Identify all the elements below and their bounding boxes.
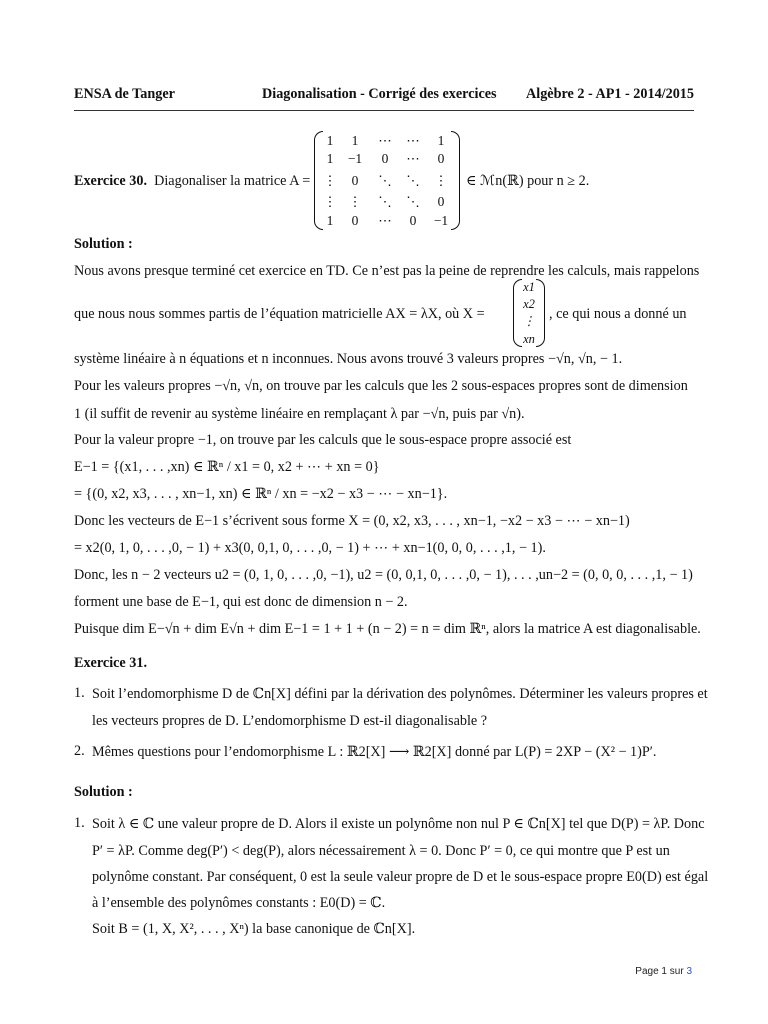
solution-31-line-5: Soit B = (1, X, X², . . . , Xⁿ) la base canonique de ℂn[X]. (92, 921, 416, 937)
exercise-31-q1-number: 1. (74, 685, 85, 701)
matrix-cell: ⋯ (406, 151, 420, 166)
matrix-cell: ⋱ (378, 194, 392, 209)
solution-30-line-4: Pour les valeurs propres −√n, √n, on trouve par les calculs que les 2 sous-espaces propres sont de dimension (74, 378, 688, 394)
solution-30-line-5: 1 (il suffit de revenir au système linéaire en remplaçant λ par −√n, puis par √n). (74, 406, 525, 422)
solution-30-line-3: système linéaire à n équations et n inconnues. Nous avons trouvé 3 valeurs propres −√n, √n, − 1. (74, 351, 623, 367)
exercise-30-domain: ∈ ℳn(ℝ) pour n ≥ 2. (466, 173, 590, 189)
exercise-30-statement (74, 172, 310, 190)
solution-30-line-2: que nous nous sommes partis de l’équation matricielle AX = λX, où X = (74, 306, 485, 322)
matrix-cell: 0 (351, 213, 359, 228)
page-total-link[interactable]: 3 (686, 966, 692, 977)
matrix-cell: −1 (433, 213, 449, 228)
header-institution: ENSA de Tanger (74, 86, 175, 102)
solution-30-conclusion: Puisque dim E−√n + dim E√n + dim E−1 = 1 + 1 + (n − 2) = n = dim ℝⁿ, alors la matrice A est diagonalisable. (74, 621, 701, 637)
matrix-cell: 1 (326, 151, 334, 166)
matrix-cell: 0 (381, 151, 389, 166)
vector-cell: x2 (523, 297, 535, 311)
matrix-cell: 0 (437, 194, 445, 209)
matrix-right-paren (451, 131, 460, 230)
exercise-31-q1-line-2: les vecteurs propres de D. L’endomorphisme D est-il diagonalisable ? (92, 713, 488, 729)
solution-30-line-2-end: , ce qui nous a donné un (549, 306, 687, 322)
matrix-cell: ⋮ (323, 194, 337, 209)
exercise-31-title: Exercice 31. (74, 655, 148, 671)
solution-30-line-6: Pour la valeur propre −1, on trouve par les calculs que le sous-espace propre associé est (74, 432, 572, 448)
solution-31-line-2: P′ = λP. Comme deg(P′) < deg(P), alors nécessairement λ = 0. Donc P′ = 0, ce qui montre que P est un (92, 843, 670, 859)
solution-31-line-1: Soit λ ∈ ℂ une valeur propre de D. Alors il existe un polynôme non nul P ∈ ℂn[X] tel que D(P) = λP. Donc (92, 816, 705, 832)
solution-31-title: Solution : (74, 784, 133, 800)
matrix-cell: 1 (351, 133, 359, 148)
solution-30-title: Solution : (74, 236, 133, 252)
matrix-cell: 1 (326, 133, 334, 148)
exercise-30-title: Exercice 30. (74, 173, 148, 189)
solution-31-line-4: à l’ensemble des polynômes constants : E0(D) = ℂ. (92, 895, 386, 911)
matrix-cell: 1 (437, 133, 445, 148)
solution-30-line-10: = x2(0, 1, 0, . . . ,0, − 1) + x3(0, 0,1, 0, . . . ,0, − 1) + ⋯ + xn−1(0, 0, 0, . . . ,1, − 1). (74, 540, 546, 556)
matrix-cell: ⋯ (378, 133, 392, 148)
matrix-cell: ⋮ (434, 173, 448, 188)
exercise-30-prompt: Diagonaliser la matrice A = (154, 173, 311, 189)
solution-30-line-1: Nous avons presque terminé cet exercice en TD. Ce n’est pas la peine de reprendre les calculs, mais rappelons (74, 263, 700, 279)
eigenspace-definition: E−1 = {(x1, . . . ,xn) ∈ ℝⁿ / x1 = 0, x2 + ⋯ + xn = 0} (74, 459, 380, 475)
solution-30-line-9: Donc les vecteurs de E−1 s’écrivent sous forme X = (0, x2, x3, . . . , xn−1, −x2 − x3 − ⋯ − xn−1) (74, 513, 630, 529)
matrix-cell: ⋮ (323, 173, 337, 188)
solution-31-number: 1. (74, 815, 85, 831)
solution-30-line-12: forment une base de E−1, qui est donc de dimension n − 2. (74, 594, 408, 610)
exercise-31-q1-line-1: Soit l’endomorphisme D de ℂn[X] défini par la dérivation des polynômes. Déterminer les valeurs propres et (92, 686, 708, 702)
vector-cell: x1 (523, 280, 535, 294)
matrix-cell: −1 (347, 151, 363, 166)
matrix-cell: 0 (409, 213, 417, 228)
matrix-cell: ⋯ (406, 133, 420, 148)
matrix-cell: 1 (326, 213, 334, 228)
matrix-cell: ⋱ (406, 194, 420, 209)
page-indicator (635, 966, 692, 977)
header-course: Algèbre 2 - AP1 - 2014/2015 (526, 86, 694, 102)
matrix-cell: ⋮ (348, 194, 362, 209)
solution-31-line-3: polynôme constant. Par conséquent, 0 est la seule valeur propre de D et le sous-espace propre E0(D) est égal (92, 869, 709, 885)
matrix-cell: ⋱ (406, 173, 420, 188)
matrix-cell: ⋱ (378, 173, 392, 188)
page-indicator-label: Page 1 sur (635, 966, 684, 977)
matrix-cell: 0 (437, 151, 445, 166)
eigenspace-rewrite: = {(0, x2, x3, . . . , xn−1, xn) ∈ ℝⁿ / xn = −x2 − x3 − ⋯ − xn−1}. (74, 486, 448, 502)
exercise-31-q2: Mêmes questions pour l’endomorphisme L : ℝ2[X] ⟶ ℝ2[X] donné par L(P) = 2XP − (X² − 1)P′. (92, 744, 657, 760)
solution-30-line-11: Donc, les n − 2 vecteurs u2 = (0, 1, 0, . . . ,0, −1), u2 = (0, 0,1, 0, . . . ,0, − 1), . . . ,un−2 = (0, 0, 0, . . . ,1, − 1) (74, 567, 693, 583)
matrix-cell: ⋯ (378, 213, 392, 228)
header-title: Diagonalisation - Corrigé des exercices (262, 86, 497, 102)
matrix-cell: 0 (351, 173, 359, 188)
exercise-31-q2-number: 2. (74, 743, 85, 759)
header-rule (74, 110, 694, 111)
matrix-a (314, 131, 460, 230)
vector-cell: ⋮ (522, 314, 536, 328)
vector-cell: xn (523, 332, 535, 346)
vector-x (513, 279, 545, 347)
